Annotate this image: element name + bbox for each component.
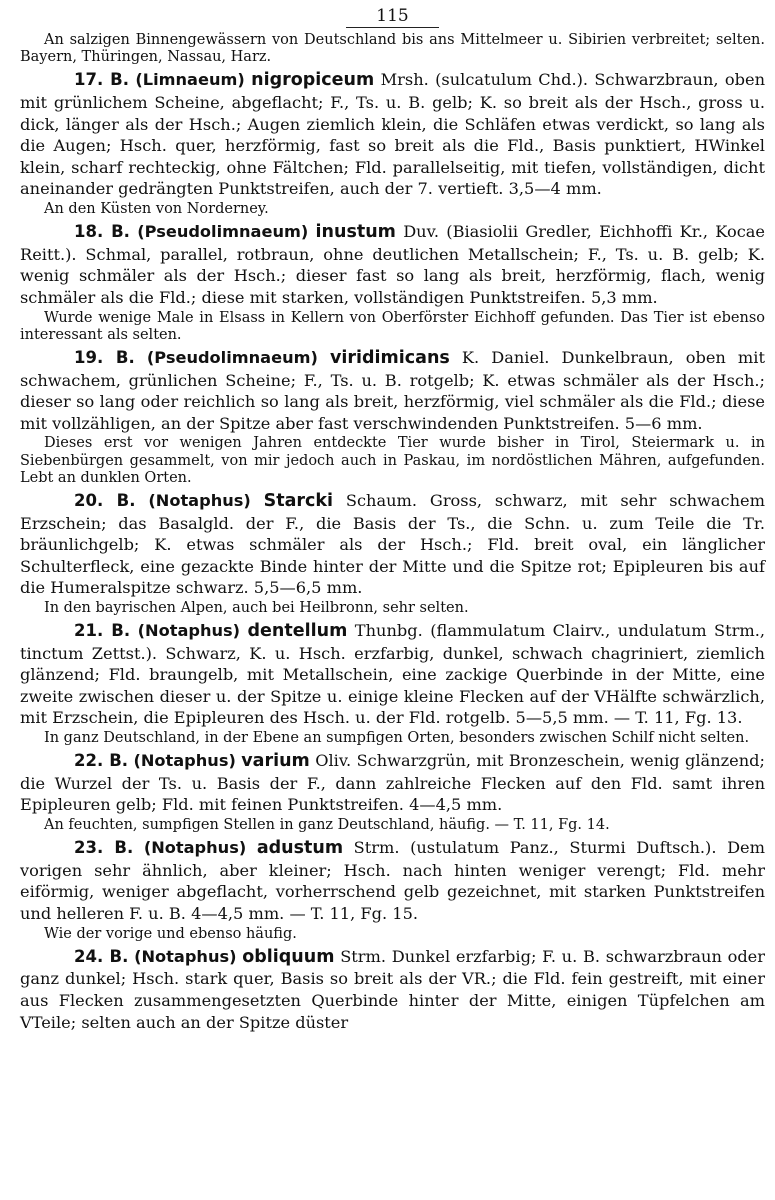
- entry-description: Schaum. Gross, schwarz, mit sehr schwachem Erzschein; das Basalgld. der F., die Basis der Ts., die Schn. u. zum Teile die Tr. bräunlichgelb; K. etwas schmäler als der Hsch.; Fld. breit oval, ein länglicher Schulterfleck, eine gezackte Binde hinter der Mitte und die Spitze rot; Epipleuren bis auf die Humeralspitze schwarz. 5,5—6,5 mm.: [20, 490, 765, 598]
- entry-text: [20, 221, 765, 308]
- entry-text: [20, 750, 765, 816]
- entry-note: In ganz Deutschland, in der Ebene an sumpfigen Orten, besonders zwischen Schilf nicht selten.: [44, 730, 750, 747]
- entry-description: Thunbg. (flammulatum Clairv., undulatum Strm., tinctum Zettst.). Schwarz, K. u. Hsch. erzfarbig, dunkel, schwach chagriniert, ziemlich glänzend; Fld. braungelb, mit Metallschein, eine zackige Querbinde in der Mitte, eine zweite zwischen dieser u. der Spitze u. einige kleine Flecken auf der VHälfte schwärzlich, mit Erzschein, die Epipleuren des Hsch. u. der Fld. rotgelb. 5—5,5 mm. — T. 11, Fg. 13.: [20, 621, 765, 728]
- entry-text: [20, 620, 765, 729]
- entry-text: [20, 347, 765, 434]
- entry-text: [20, 946, 765, 1033]
- entry-species: viridimicans: [329, 347, 450, 368]
- intro-note: An salzigen Binnengewässern von Deutschland bis ans Mittelmeer u. Sibirien verbreitet; selten. Bayern, Thüringen, Nassau, Harz.: [20, 32, 765, 66]
- species-entry-18: [20, 221, 765, 344]
- entry-description: Mrsh. (sulcatulum Chd.). Schwarzbraun, oben mit grünlichem Scheine, abgeflacht; F., Ts. u. B. gelb; K. so breit als der Hsch., gross u. dick, länger als der Hsch.; Augen ziemlich klein, die Schläfen etwas verdickt, so lang als die Augen; Hsch. quer, herzförmig, fast so breit als die Fld., Basis punktiert, HWinkel klein, scharf rechteckig, ohne Fältchen; Fld. parallelseitig, mit tiefen, vollständigen, dicht aneinander gedrängten Punktstreifen, auch der 7. vertieft. 3,5—4 mm.: [20, 70, 765, 199]
- species-entry-24: [20, 946, 765, 1033]
- species-entry-17: [20, 69, 765, 218]
- entry-species: dentellum: [247, 621, 348, 642]
- entry-description: K. Daniel. Dunkelbraun, oben mit schwachem, grünlichen Scheine; F., Ts. u. B. rotgelb; K. etwas schmäler als der Hsch.; dieser so lang oder reichlich so lang als breit, herzförmig, viel schmäler als die Fld.; diese mit vollzähligen, an der Spitze aber fast verschwindenden Punktstreifen. 5—6 mm.: [20, 347, 765, 433]
- entry-text: [20, 490, 765, 599]
- entry-subgenus: (Notaphus): [143, 838, 247, 858]
- entry-subgenus: (Limnaeum): [135, 70, 245, 90]
- entry-species: obliquum: [242, 946, 335, 967]
- page-number: 115: [20, 6, 765, 28]
- entry-note: An den Küsten von Norderney.: [44, 200, 269, 217]
- species-entry-23: [20, 837, 765, 943]
- entry-subgenus: (Notaphus): [137, 621, 241, 641]
- entry-number: 17. B.: [74, 70, 130, 90]
- entry-note: Wie der vorige und ebenso häufig.: [44, 925, 297, 942]
- entry-subgenus: (Notaphus): [134, 946, 237, 966]
- entry-species: nigropiceum: [251, 70, 375, 91]
- species-entry-22: [20, 750, 765, 834]
- entry-note: An feuchten, sumpfigen Stellen in ganz Deutschland, häufig. — T. 11, Fg. 14.: [44, 817, 610, 834]
- entry-number: 20. B.: [74, 490, 136, 510]
- entry-subgenus: (Pseudolimnaeum): [146, 347, 318, 367]
- entry-number: 18. B.: [74, 222, 130, 242]
- entry-number: 23. B.: [74, 838, 134, 858]
- entry-species: adustum: [256, 838, 344, 859]
- entry-subgenus: (Notaphus): [133, 751, 236, 771]
- entry-description: Strm. (ustulatum Panz., Sturmi Duftsch.). Dem vorigen sehr ähnlich, aber kleiner; Hsch. nach hinten weniger verengt; Fld. mehr eiförmig, weniger abgeflacht, vorherrschend gelb gezeichnet, mit starken Punktstreifen und helleren F. u. B. 4—4,5 mm. — T. 11, Fg. 15.: [20, 838, 765, 924]
- entry-description: Oliv. Schwarzgrün, mit Bronzeschein, wenig glänzend; die Wurzel der Ts. u. Basis der F., dann zahlreiche Flecken auf den Fld. samt ihren Epipleuren gelb; Fld. mit feinen Punktstreifen. 4—4,5 mm.: [20, 751, 765, 815]
- entry-note: In den bayrischen Alpen, auch bei Heilbronn, sehr selten.: [44, 599, 469, 616]
- entry-species: varium: [241, 751, 310, 772]
- species-entry-19: [20, 347, 765, 487]
- entry-description: Duv. (Biasiolii Gredler, Eichhoffi Kr., Kocae Reitt.). Schmal, parallel, rotbraun, ohne deutlichen Metallschein; F., Ts. u. B. gelb; K. wenig schmäler als der Hsch.; dieser fast so lang als breit, herzförmig, flach, wenig schmäler als die Fld.; diese mit starken, vollständigen Punktstreifen. 5,3 mm.: [20, 222, 765, 307]
- entry-number: 24. B.: [74, 946, 129, 966]
- entry-note: Dieses erst vor wenigen Jahren entdeckte Tier wurde bisher in Tirol, Steiermark u. in Siebenbürgen gesammelt, von mir jedoch auch in Paskau, im nordöstlichen Mähren, aufgefunden. Lebt an dunklen Orten.: [20, 435, 765, 486]
- entry-number: 22. B.: [74, 751, 129, 771]
- entry-subgenus: (Notaphus): [148, 490, 251, 510]
- entry-text: [20, 837, 765, 924]
- entry-note: Wurde wenige Male in Elsass in Kellern von Oberförster Eichhoff gefunden. Das Tier ist ebenso interessant als selten.: [20, 309, 765, 343]
- species-entry-20: [20, 490, 765, 617]
- entry-species: inustum: [315, 222, 396, 243]
- entry-text: [20, 69, 765, 200]
- entry-description: Strm. Dunkel erzfarbig; F. u. B. schwarzbraun oder ganz dunkel; Hsch. stark quer, Basis so breit als der VR.; die Fld. fein gestreift, mit einer aus Flecken zusammengesetzten Querbinde hinter der Mitte, einigen Tüpfelchen am VTeile; selten auch an der Spitze düster: [20, 946, 766, 1032]
- species-entry-21: [20, 620, 765, 747]
- entry-number: 21. B.: [74, 621, 131, 641]
- book-page: [20, 6, 765, 1034]
- entry-subgenus: (Pseudolimnaeum): [137, 222, 309, 242]
- entry-species: Starcki: [263, 490, 334, 511]
- entry-number: 19. B.: [74, 347, 135, 367]
